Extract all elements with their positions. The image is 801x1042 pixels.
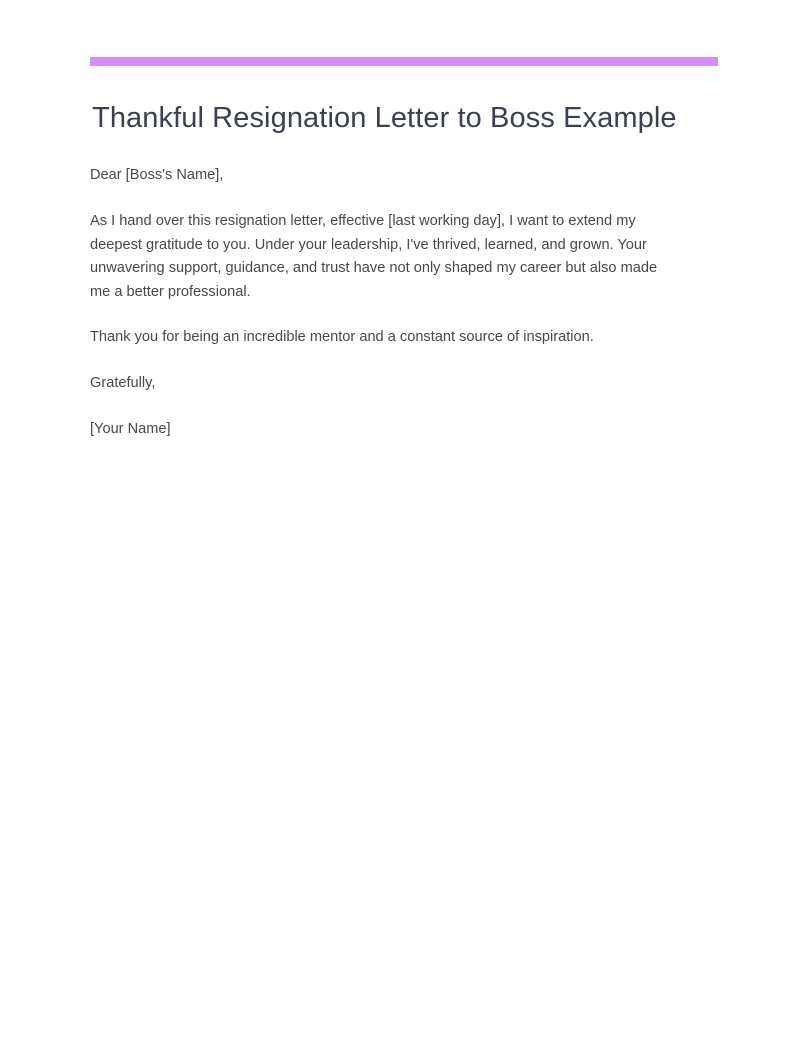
- document-content: [90, 100, 690, 442]
- letter-body: [90, 164, 668, 442]
- letter-closing: Gratefully,: [90, 374, 156, 391]
- accent-bar: [90, 57, 718, 66]
- letter-paragraph-thanks: Thank you for being an incredible mentor and a constant source of inspiration.: [90, 329, 594, 346]
- letter-paragraph-main: As I hand over this resignation letter, effective [last working day], I want to extend my deepest gratitude to you. Under your leadership, I've thrived, learned, and grown. Your unwavering support, guidance, and trust have not only shaped my career but also made me a better professional.: [90, 213, 658, 300]
- page-title: Thankful Resignation Letter to Boss Example: [92, 102, 677, 134]
- letter-salutation: Dear [Boss's Name],: [90, 166, 224, 183]
- letter-signature: [Your Name]: [90, 421, 171, 438]
